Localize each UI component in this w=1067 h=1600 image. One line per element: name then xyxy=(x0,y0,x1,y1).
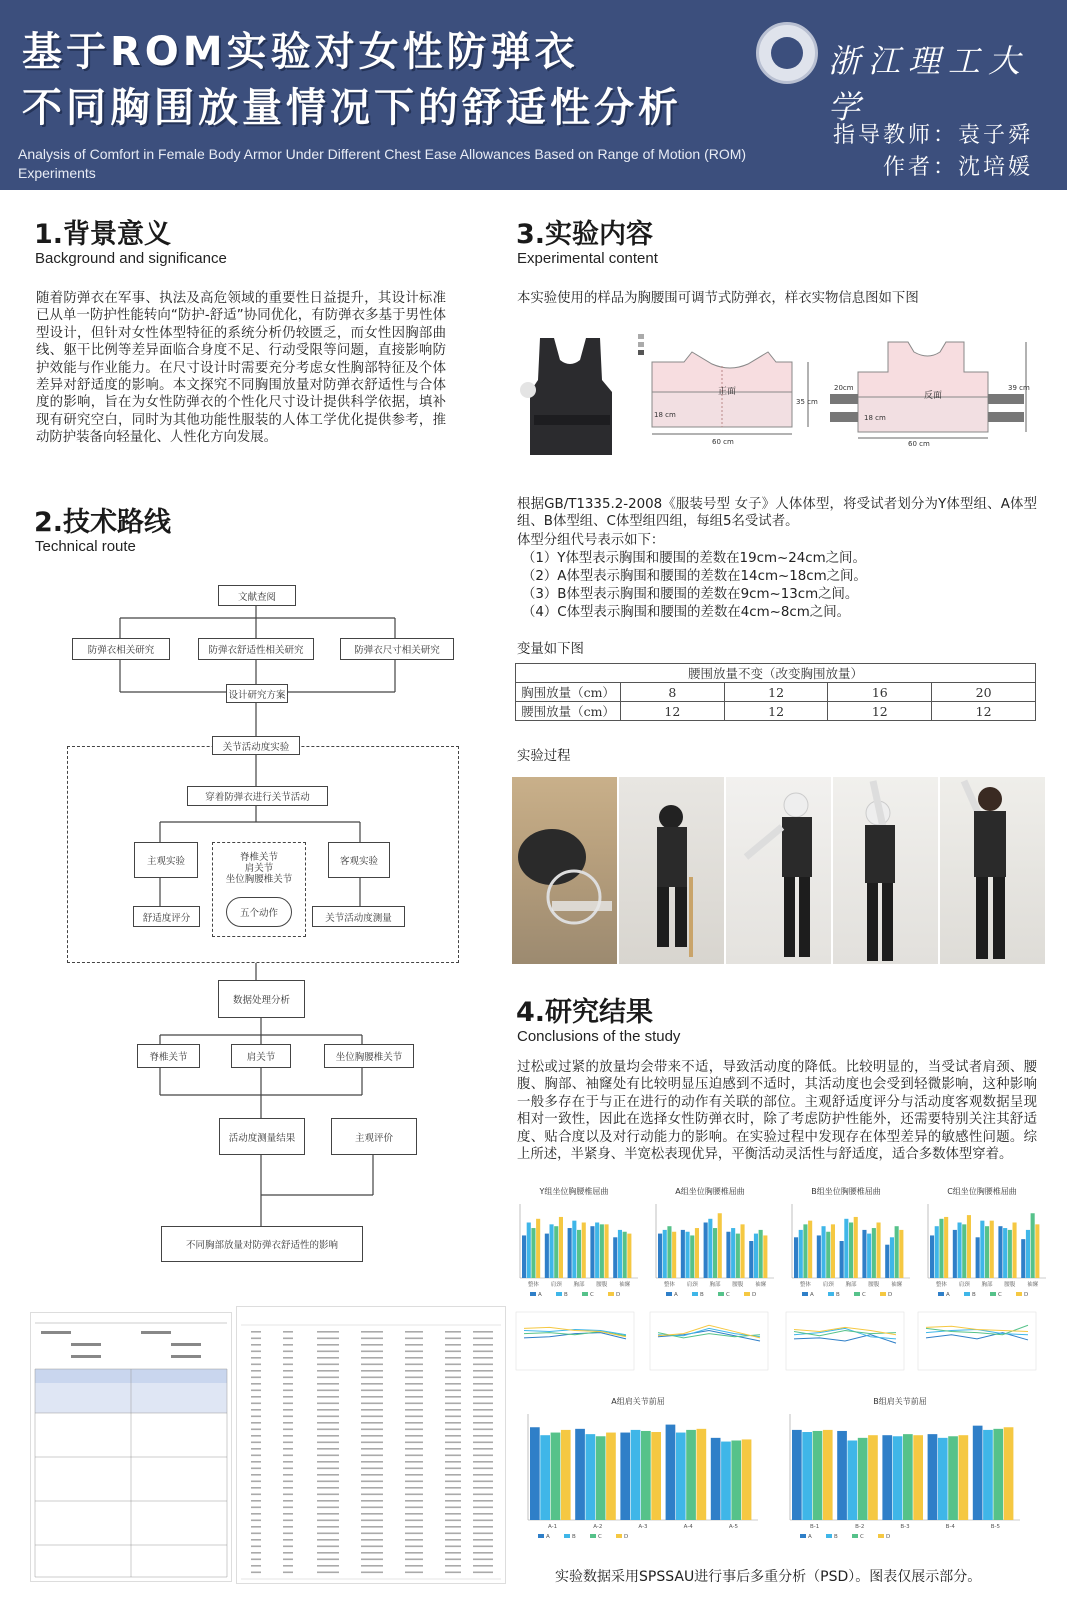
vest-back-top: 20cm xyxy=(834,384,854,392)
author-label: 作者：沈培媛 xyxy=(882,155,1033,180)
section4-subtitle: Conclusions of the study xyxy=(517,1028,681,1045)
chart-bar xyxy=(872,1228,876,1278)
chart-bar xyxy=(681,1230,685,1278)
chart-tick-label: 袖窿 xyxy=(1027,1282,1039,1288)
flow-lit-review: 文献查阅 xyxy=(218,585,296,606)
chart-bar xyxy=(967,1215,971,1278)
chart-bar xyxy=(596,1436,606,1520)
chart-bar xyxy=(985,1226,989,1278)
section3-title: 3.实验内容 xyxy=(516,219,654,250)
var-row1-cell: 12 xyxy=(724,683,828,702)
chart-legend-label: C xyxy=(860,1534,864,1540)
chart-bar xyxy=(708,1219,712,1278)
flow-comfort-score: 舒适度评分 xyxy=(133,906,200,927)
chart-bar xyxy=(590,1226,594,1278)
var-row1-cell: 16 xyxy=(828,683,932,702)
chart-bar xyxy=(741,1224,745,1278)
section4-body: 过松或过紧的放量均会带来不适，导致活动度的降低。比较明显的，当受试者肩颈、腰腹、胸部、袖窿处有比较明显压迫感到不适时，其活动度也会受到轻微影响，这种影响一般多存在于与正在进行的动作有关联的部位。主观舒适度评分与活动度客观数据呈现相对一致性，因此在选择女性防弹衣时，除了考虑防护性能外，还需要特别关注其舒适度、贴合度以及对行动能力的影响。在实验过程中发现存在体型差异的敏感性问题。综上所述，半紧身、半宽松表现优异，平衡活动灵活性与舒适度，适合多数体型穿着。 xyxy=(517,1060,1037,1163)
chart-legend-label: A xyxy=(810,1292,814,1298)
chart-legend-label: D xyxy=(1024,1292,1029,1298)
vest-front-width: 60 cm xyxy=(712,438,734,446)
chart-bar xyxy=(731,1441,741,1521)
poster-title-line1: 基于ROM实验对女性防弹衣 xyxy=(22,29,579,75)
group-description: 根据GB/T1335.2-2008《服装号型 女子》人体体型，将受试者划分为Y体型组、A体型组、B体型组、C体型组四组，每组5名受试者。 xyxy=(517,497,1037,530)
chart-tick-label: A-4 xyxy=(683,1524,693,1530)
chart-bar xyxy=(522,1235,526,1278)
chart-legend-label: A xyxy=(808,1534,812,1540)
var-row2-cell: 12 xyxy=(621,702,725,721)
chart-bar xyxy=(641,1431,651,1520)
chart-tick-label: A-2 xyxy=(593,1524,603,1530)
chart-bar xyxy=(1003,1228,1007,1278)
process-title: 实验过程 xyxy=(517,749,571,764)
chart-bar xyxy=(935,1226,939,1278)
chart-bar xyxy=(672,1232,676,1278)
chart-bar xyxy=(676,1433,686,1520)
chart-tick-label: 胸部 xyxy=(573,1282,585,1288)
chart-tick-label: 袖窿 xyxy=(619,1282,631,1288)
chart-bar xyxy=(792,1430,802,1520)
chart-legend-swatch xyxy=(608,1292,614,1296)
chart-bar xyxy=(559,1217,563,1278)
chart-bar xyxy=(1031,1213,1035,1278)
chart-bar xyxy=(550,1224,554,1278)
chart-legend-swatch xyxy=(564,1534,570,1538)
chart-legend-swatch xyxy=(616,1534,622,1538)
code-item-2: （2）A体型表示胸围和腰围的差数在14cm~18cm之间。 xyxy=(522,569,867,584)
code-item-4: （4）C体型表示胸围和腰围的差数在4cm~8cm之间。 xyxy=(522,605,850,620)
section1-body: 随着防弹衣在军事、执法及高危领域的重要性日益提升，其设计标准已从单一防护性能转向“防护-舒适”协同优化，有防弹衣多基于男性体型设计，但针对女性体型特征的系统分析仍较匮乏，而女性因胸部曲线、躯干比例等差异面临合身度不足、行动受限等问题，直接影响防护效能与作业能力。在尺寸设计时需要充分考虑女性胸部特征及个体差异对舒适度的影响。本文探究不同胸围放量对防弹衣舒适性与合体度的影响，旨在为女性防弹衣的个性化尺寸设计提供科学依据，填补现有研究空白，同时为其他功能性服装的人体工学优化提供参考，推动防护装备向轻量化、人性化方向发展。 xyxy=(36,291,446,446)
vest-back-diagram xyxy=(828,332,1038,448)
chart-bar xyxy=(536,1219,540,1278)
chart-bar xyxy=(605,1224,609,1278)
chart-bar xyxy=(980,1221,984,1278)
chart-bar xyxy=(998,1226,1002,1278)
chart-tick-label: B-1 xyxy=(809,1524,820,1530)
flow-spine-joint: 脊椎关节 xyxy=(137,1044,200,1068)
chart-legend-swatch xyxy=(964,1292,970,1296)
var-table-header: 腰围放量不变（改变胸围放量） xyxy=(516,664,1036,683)
section2-title: 2.技术路线 xyxy=(34,507,172,538)
chart-bar xyxy=(731,1228,735,1278)
chart-tick-label: 胸部 xyxy=(845,1282,857,1288)
photo-3 xyxy=(726,777,831,964)
chart-tick-label: 肩颈 xyxy=(686,1282,698,1288)
chart-bar xyxy=(726,1232,730,1278)
chart-title: B组肩关节前屈 xyxy=(873,1397,927,1406)
chart-bar xyxy=(763,1235,767,1278)
chart-bar xyxy=(962,1224,966,1278)
chart-legend-label: A xyxy=(674,1292,678,1298)
chart-tick-label: 整体 xyxy=(527,1282,539,1288)
line-plot-frame xyxy=(650,1312,768,1370)
chart-bar xyxy=(1008,1230,1012,1278)
chart-legend-swatch xyxy=(744,1292,750,1296)
chart-legend-swatch xyxy=(590,1534,596,1538)
flow-rom-experiment: 关节活动度实验 xyxy=(212,736,300,755)
chart-bar xyxy=(721,1442,731,1520)
chart-legend-swatch xyxy=(878,1534,884,1538)
chart-legend-label: A xyxy=(538,1292,542,1298)
chart-bar xyxy=(885,1245,889,1278)
var-row1-label: 胸围放量（cm） xyxy=(516,683,621,702)
chart-bar xyxy=(958,1223,962,1279)
var-row2-label: 腰围放量（cm） xyxy=(516,702,621,721)
variable-title: 变量如下图 xyxy=(517,642,584,657)
photo-2 xyxy=(619,777,724,964)
chart-bar xyxy=(749,1241,753,1278)
chart-bar xyxy=(944,1217,948,1278)
chart-bar xyxy=(695,1228,699,1278)
chart-bar xyxy=(572,1221,576,1278)
chart-legend-swatch xyxy=(538,1534,544,1538)
chart-legend-swatch xyxy=(938,1292,944,1296)
chart-legend-swatch xyxy=(852,1534,858,1538)
chart-bar xyxy=(837,1431,847,1520)
section2-subtitle: Technical route xyxy=(35,538,136,555)
flow-rom-measure: 关节活动度测量 xyxy=(312,906,405,927)
chart-tick-label: 袖窿 xyxy=(891,1282,903,1288)
line-plot-frame xyxy=(918,1312,1036,1370)
flow-subjective-test: 主观实验 xyxy=(134,842,198,878)
chart-bar xyxy=(983,1430,993,1520)
chart-bar xyxy=(899,1230,903,1278)
photo-4 xyxy=(833,777,938,964)
chart-legend-label: D xyxy=(888,1292,893,1298)
code-item-1: （1）Y体型表示胸围和腰围的差数在19cm~24cm之间。 xyxy=(522,551,866,566)
chart-tick-label: 腰腹 xyxy=(596,1282,608,1288)
chart-bar xyxy=(600,1224,604,1278)
chart-bar xyxy=(658,1234,662,1278)
chart-bar xyxy=(568,1228,572,1278)
chart-legend-swatch xyxy=(854,1292,860,1296)
chart-bar xyxy=(742,1439,752,1520)
chart-bar xyxy=(527,1223,531,1279)
chart-bar xyxy=(831,1224,835,1278)
photo-1 xyxy=(512,777,617,964)
flow-joints-list: 脊椎关节 肩关节 坐位胸腰椎关节 xyxy=(222,848,296,888)
chart-title: B组坐位胸腰椎屈曲 xyxy=(811,1187,881,1196)
photo-5 xyxy=(940,777,1045,964)
flow-data-analysis: 数据处理分析 xyxy=(218,980,305,1018)
poster-title-line2: 不同胸围放量情况下的舒适性分析 xyxy=(22,85,682,131)
chart-legend-label: B xyxy=(572,1534,576,1540)
university-name: 浙江理工大学 xyxy=(828,42,1029,126)
chart-bar xyxy=(704,1223,708,1279)
chart-bar xyxy=(530,1427,540,1520)
chart-tick-label: 袖窿 xyxy=(755,1282,767,1288)
chart-legend-swatch xyxy=(828,1292,834,1296)
chart-legend-label: B xyxy=(972,1292,976,1298)
chart-tick-label: 胸部 xyxy=(709,1282,721,1288)
chart-bar xyxy=(808,1221,812,1278)
chart-bar xyxy=(551,1433,561,1520)
chart-legend-swatch xyxy=(802,1292,808,1296)
chart-bar xyxy=(823,1430,833,1520)
chart-legend-label: C xyxy=(598,1534,602,1540)
flow-lumbar-joint: 坐位胸腰椎关节 xyxy=(324,1044,414,1068)
chart-legend-swatch xyxy=(1016,1292,1022,1296)
chart-bar xyxy=(586,1434,596,1520)
chart-bar xyxy=(882,1435,892,1520)
vest-back-height: 39 cm xyxy=(1008,384,1030,392)
chart-tick-label: B-3 xyxy=(900,1524,910,1530)
chart-tick-label: 腰腹 xyxy=(732,1282,744,1288)
chart-bar xyxy=(844,1219,848,1278)
chart-bar xyxy=(890,1237,894,1278)
chart-bar xyxy=(561,1430,571,1520)
chart-bar xyxy=(666,1425,676,1520)
chart-bar xyxy=(973,1426,983,1520)
flow-comfort-research: 防弹衣舒适性相关研究 xyxy=(198,638,314,660)
chart-bar xyxy=(822,1226,826,1278)
chart-bar xyxy=(826,1232,830,1278)
flow-design-plan: 设计研究方案 xyxy=(226,684,288,703)
chart-bar xyxy=(948,1436,958,1520)
chart-bar xyxy=(554,1226,558,1278)
chart-bar xyxy=(848,1441,858,1521)
vest-back-width: 60 cm xyxy=(908,440,930,448)
chart-legend-label: A xyxy=(546,1534,550,1540)
chart-bar xyxy=(1013,1223,1017,1279)
chart-legend-label: A xyxy=(946,1292,950,1298)
chart-bar xyxy=(577,1230,581,1278)
vest-front-label: 正面 xyxy=(718,387,737,397)
chart-legend-swatch xyxy=(556,1292,562,1296)
chart-bar xyxy=(953,1230,957,1278)
chart-legend-label: B xyxy=(564,1292,568,1298)
vest-front-diagram xyxy=(632,332,822,448)
vest-front-side: 18 cm xyxy=(654,411,676,419)
results-charts xyxy=(510,1187,1050,1560)
variable-table xyxy=(515,663,1036,721)
chart-tick-label: 肩颈 xyxy=(958,1282,970,1288)
chart-bar xyxy=(893,1436,903,1520)
chart-tick-label: 胸部 xyxy=(981,1282,993,1288)
chart-bar xyxy=(620,1433,630,1520)
flow-subjective-eval: 主观评价 xyxy=(331,1118,417,1155)
chart-bar xyxy=(686,1232,690,1278)
vest-front-height: 35 cm xyxy=(796,398,818,406)
chart-bar xyxy=(754,1234,758,1278)
chart-bar xyxy=(1035,1224,1039,1278)
var-row2-cell: 12 xyxy=(828,702,932,721)
chart-bar xyxy=(867,1234,871,1278)
chart-bar xyxy=(854,1217,858,1278)
chart-bar xyxy=(595,1223,599,1279)
chart-legend-swatch xyxy=(692,1292,698,1296)
chart-tick-label: 整体 xyxy=(663,1282,675,1288)
chart-bar xyxy=(895,1226,899,1278)
chart-tick-label: 腰腹 xyxy=(868,1282,880,1288)
var-row2-cell: 12 xyxy=(932,702,1036,721)
chart-bar xyxy=(840,1241,844,1278)
flow-five-actions: 五个动作 xyxy=(226,897,292,927)
var-row1-cell: 8 xyxy=(621,683,725,702)
chart-title: Y组坐位胸腰椎屈曲 xyxy=(539,1187,609,1196)
chart-bar xyxy=(913,1435,923,1520)
chart-bar xyxy=(868,1435,878,1520)
analysis-note: 实验数据采用SPSSAU进行事后多重分析（PSD）。图表仅展示部分。 xyxy=(555,1569,982,1585)
chart-bar xyxy=(993,1429,1003,1520)
chart-legend-label: B xyxy=(834,1534,838,1540)
chart-legend-swatch xyxy=(582,1292,588,1296)
chart-bar xyxy=(713,1228,717,1278)
chart-tick-label: A-3 xyxy=(638,1524,648,1530)
chart-bar xyxy=(817,1235,821,1278)
chart-bar xyxy=(799,1230,803,1278)
chart-legend-label: B xyxy=(700,1292,704,1298)
section3-subtitle: Experimental content xyxy=(517,250,658,267)
chart-bar xyxy=(862,1230,866,1278)
chart-title: C组坐位胸腰椎屈曲 xyxy=(947,1187,1017,1196)
chart-legend-swatch xyxy=(718,1292,724,1296)
score-sheet-image xyxy=(30,1312,232,1582)
chart-bar xyxy=(718,1213,722,1278)
chart-bar xyxy=(663,1230,667,1278)
chart-legend-label: C xyxy=(998,1292,1002,1298)
section1-title: 1.背景意义 xyxy=(34,219,172,250)
flow-objective-test: 客观实验 xyxy=(328,842,390,878)
var-row1-cell: 20 xyxy=(932,683,1036,702)
chart-bar xyxy=(623,1232,627,1278)
flow-final-conclusion: 不同胸部放量对防弹衣舒适性的影响 xyxy=(161,1226,363,1262)
chart-tick-label: A-5 xyxy=(728,1524,738,1530)
chart-legend-label: C xyxy=(726,1292,730,1298)
chart-bar xyxy=(627,1234,631,1278)
chart-tick-label: B-4 xyxy=(945,1524,955,1530)
flow-armor-research: 防弹衣相关研究 xyxy=(72,638,170,660)
chart-tick-label: B-2 xyxy=(855,1524,865,1530)
chart-legend-swatch xyxy=(880,1292,886,1296)
chart-bar xyxy=(976,1237,980,1278)
chart-bar xyxy=(582,1223,586,1279)
flow-rom-results: 活动度测量结果 xyxy=(219,1118,305,1155)
chart-bar xyxy=(651,1432,661,1520)
chart-bar xyxy=(545,1234,549,1278)
section3-intro: 本实验使用的样品为胸腰围可调节式防弹衣，样衣实物信息图如下图 xyxy=(517,291,919,306)
chart-bar xyxy=(928,1434,938,1520)
chart-bar xyxy=(803,1224,807,1278)
var-row2-cell: 12 xyxy=(724,702,828,721)
code-item-3: （3）B体型表示胸围和腰围的差数在9cm~13cm之间。 xyxy=(522,587,859,602)
chart-bar xyxy=(939,1219,943,1278)
chart-legend-swatch xyxy=(530,1292,536,1296)
vest-back-side: 18 cm xyxy=(864,414,886,422)
chart-bar xyxy=(531,1228,535,1278)
advisor-label: 指导教师：袁子舜 xyxy=(832,123,1033,148)
vest-back-label: 反面 xyxy=(924,391,943,401)
chart-tick-label: 肩颈 xyxy=(550,1282,562,1288)
chart-bar xyxy=(903,1434,913,1520)
chart-bar xyxy=(667,1226,671,1278)
chart-legend-swatch xyxy=(990,1292,996,1296)
chart-bar xyxy=(1021,1239,1025,1278)
chart-tick-label: B-5 xyxy=(990,1524,1001,1530)
posthoc-table-image xyxy=(236,1306,506,1584)
chart-legend-label: D xyxy=(624,1534,629,1540)
chart-tick-label: A-1 xyxy=(548,1524,558,1530)
chart-bar xyxy=(736,1234,740,1278)
line-plot-frame xyxy=(516,1312,634,1370)
chart-bar xyxy=(1026,1230,1030,1278)
chart-bar xyxy=(938,1438,948,1520)
chart-bar xyxy=(631,1430,641,1520)
chart-legend-swatch xyxy=(800,1534,806,1538)
chart-legend-label: B xyxy=(836,1292,840,1298)
chart-tick-label: 肩颈 xyxy=(822,1282,834,1288)
flow-shoulder-joint: 肩关节 xyxy=(231,1044,291,1068)
chart-tick-label: 腰腹 xyxy=(1004,1282,1016,1288)
chart-tick-label: 整体 xyxy=(799,1282,811,1288)
poster-subtitle: Analysis of Comfort in Female Body Armor Under Different Chest Ease Allowances Based on Range of Motion (ROM) Experiments xyxy=(18,146,747,181)
experiment-photos xyxy=(512,777,1039,964)
section1-subtitle: Background and significance xyxy=(35,250,227,267)
section4-title: 4.研究结果 xyxy=(516,997,654,1028)
chart-tick-label: 整体 xyxy=(935,1282,947,1288)
chart-bar xyxy=(575,1429,585,1520)
chart-legend-swatch xyxy=(666,1292,672,1296)
chart-bar xyxy=(990,1221,994,1278)
chart-bar xyxy=(618,1230,622,1278)
chart-bar xyxy=(802,1432,812,1520)
chart-bar xyxy=(759,1230,763,1278)
chart-legend-label: C xyxy=(590,1292,594,1298)
chart-bar xyxy=(794,1237,798,1278)
chart-legend-label: D xyxy=(886,1534,891,1540)
chart-bar xyxy=(540,1435,550,1520)
flow-size-research: 防弹衣尺寸相关研究 xyxy=(340,638,454,660)
chart-bar xyxy=(849,1223,853,1279)
flow-wear-armor: 穿着防弹衣进行关节活动 xyxy=(187,786,328,806)
chart-bar xyxy=(858,1438,868,1520)
chart-title: A组坐位胸腰椎屈曲 xyxy=(675,1187,745,1196)
chart-bar xyxy=(613,1237,617,1278)
chart-bar xyxy=(959,1435,969,1520)
chart-bar xyxy=(686,1430,696,1520)
chart-bar xyxy=(813,1431,823,1520)
chart-bar xyxy=(1004,1427,1014,1520)
chart-bar xyxy=(930,1235,934,1278)
chart-bar xyxy=(877,1223,881,1279)
code-title: 体型分组代号表示如下： xyxy=(517,533,665,548)
chart-legend-swatch xyxy=(826,1534,832,1538)
chart-bar xyxy=(690,1235,694,1278)
chart-title: A组肩关节前屈 xyxy=(611,1397,665,1406)
chart-legend-label: C xyxy=(862,1292,866,1298)
chart-legend-label: D xyxy=(752,1292,757,1298)
chart-bar xyxy=(697,1429,707,1520)
chart-bar xyxy=(606,1433,616,1520)
vest-photo xyxy=(520,320,620,465)
chart-legend-label: D xyxy=(616,1292,621,1298)
chart-bar xyxy=(711,1438,721,1520)
